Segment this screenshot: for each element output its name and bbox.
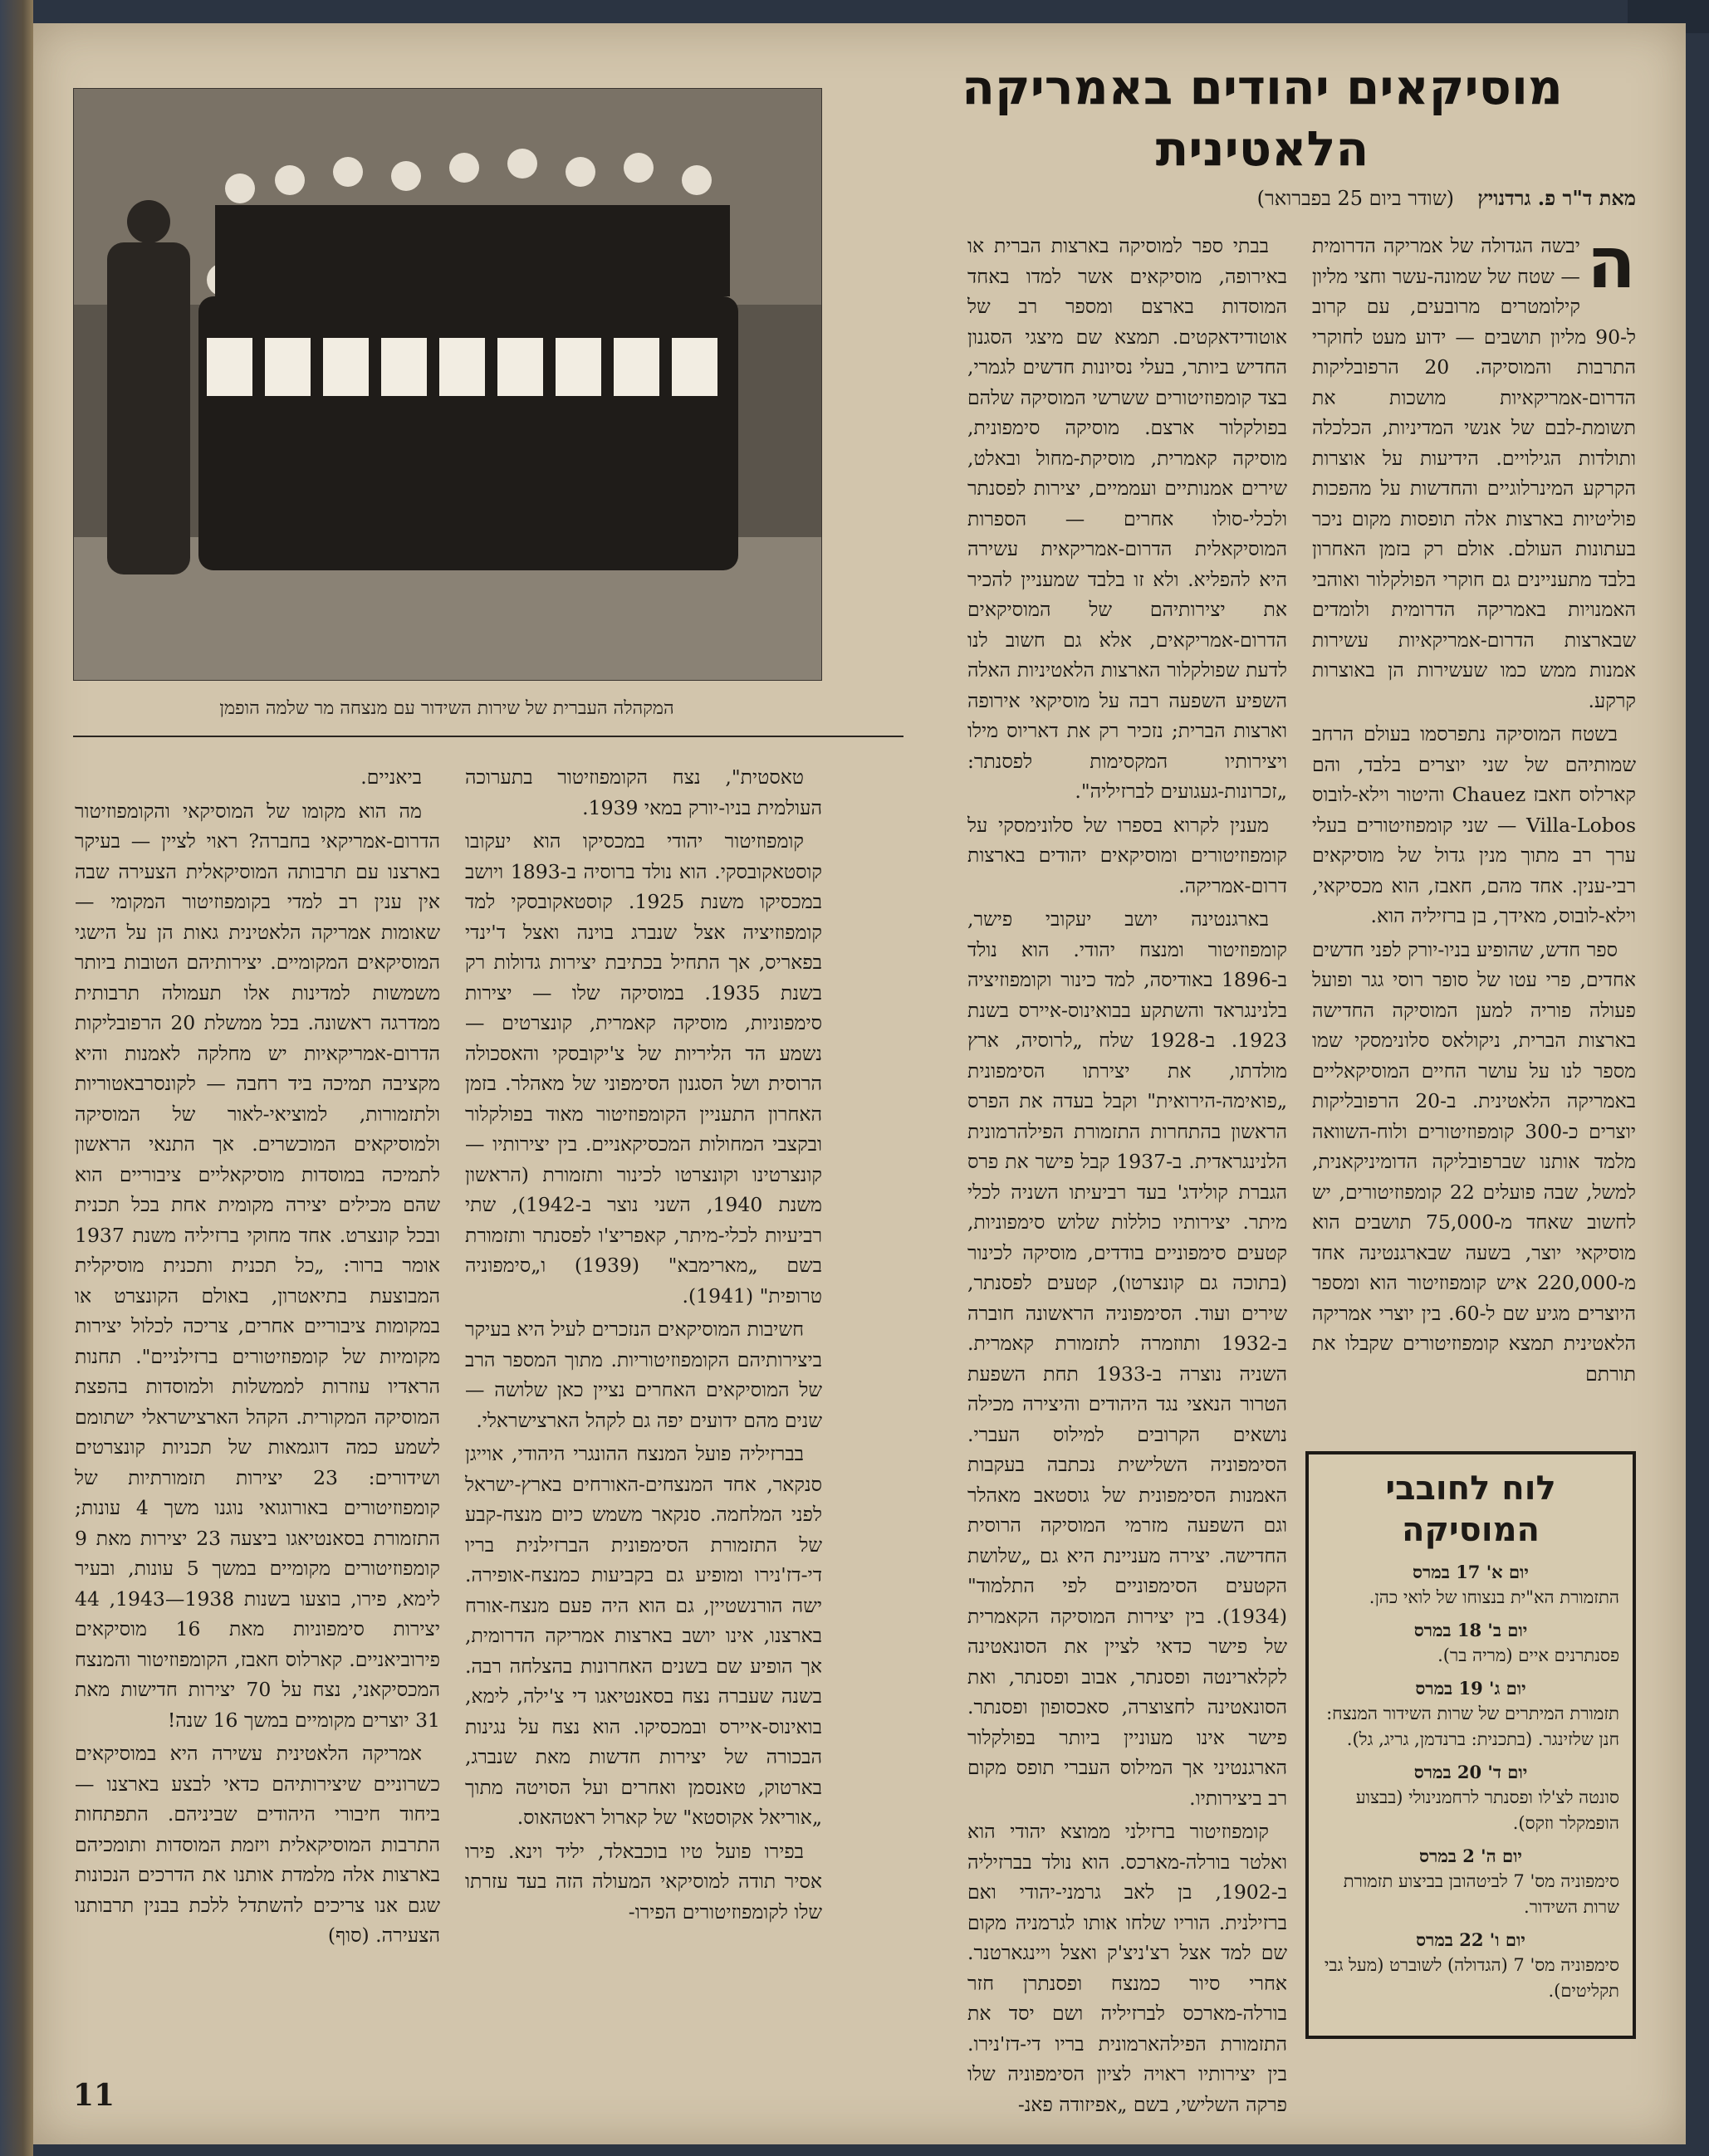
- paragraph: בברזיליה פועל המנצח ההונגרי היהודי, אוייגן סנקאר, אחד המנצחים-האורחים בארץ-ישראל לפני המלחמה. סנקאר משמש כיום מנצח-קבע של התזמורת הסימפונית הברזילנית בריו די-דז'נירו ומופיע גם בקביעות כמנצח-אופירה. ישה הורנשטיין, גם הוא היה פעם מנצח-אורח בארצנו, אינו יושב בארצות אמריקה הדרומית, אך הופיע שם בשנים האחרונות בהצלחה רבה. בשנה שעברה נצח בסאנטיאגו די צ'ילה, לימא, בואינוס-איירס ובמכסיקו. הוא נצח על נגינות הבכורה של יצירות חדשות מאת שנברג, בארטוק, טאנסמן ואחרים ועל הסויטה מתוך „אוריאל אקוסטא" של קארול ראטהאוס.: [465, 1442, 822, 1829]
- paragraph: חשיבות המוסיקאים הנזכרים לעיל היא בעיקר ביצירותיהם הקומפוזיטוריות. מתוך המספר הרב של המוסיקאים האחרים נציין כאן שלושה — שנים מהם ידועים יפה גם לקהל הארצישראלי.: [465, 1318, 822, 1432]
- drop-cap-letter: ה: [1586, 231, 1636, 305]
- event-item: [1322, 1675, 1619, 1753]
- choir-photo-image: [74, 89, 821, 680]
- event-item: [1322, 1759, 1619, 1836]
- article-column-3: [465, 762, 822, 2124]
- event-item: [1322, 1617, 1619, 1669]
- event-date: יום ד' 20 במרס: [1413, 1762, 1528, 1782]
- box-title: לוח לחובבי המוסיקה: [1385, 1469, 1556, 1549]
- article-headline: [889, 56, 1636, 179]
- event-date: יום א' 17 במרס: [1413, 1562, 1529, 1582]
- byline: [889, 186, 1636, 211]
- paragraph: טאסטית", נצח הקומפוזיטור בתערוכה העולמית בניו-יורק במאי 1939.: [465, 765, 822, 819]
- photo-caption: המקהלה העברית של שירות השידור עם מנצחה מר שלמה הופמן: [219, 698, 674, 719]
- paragraph: ספר חדש, שהופיע בניו-יורק לפני חדשים אחדים, פרי עטו של סופר רוסי גגר ופועל פעולה פוריה למען המוסיקה החדישה בארצות הברית, ניקולאס סלונימסקי שמו מספר לנו על עושר החיים המוסיקאליים באמריקה הלאטינית. ב-20 הרפובליקות יוצרים כ-300 קומפוזיטורים ולוח-השוואה מלמד אותנו שברפובליקה הדומיניקאנית, למשל, שבה פועלים 22 קומפוזיטורים, יש לחשוב שאחד מ-75,000 תושבים הוא מוסיקאי יוצר, בשעה שבארגנטינה אחד מ-220,000 איש קומפוזיטור הוא ומספר היוצרים מגיע שם ל-60. בין יוצרי אמריקה הלאטינית תמצא קומפוזיטורים שקבלו את תורתם: [1312, 937, 1636, 1386]
- divider-line: [73, 736, 903, 737]
- event-text: התזמורת הא"ית בנצוחו של לואי כהן.: [1369, 1587, 1619, 1607]
- paragraph: בשטח המוסיקה נתפרסמו בעולם הרחב שמותיהם של שני יוצרים בלבד, והם קארלוס חאבז Chauez והיטור וילא-לובוס Villa-Lobos — שני קומפוזיטורים בעלי ערך רב מתוך מנין גדול של מוסיקאים רבי-ענין. אחד מהם, חאבז, הוא מכסיקאי, וילא-לובוס, מאידך, בן ברזיליה הוא.: [1312, 722, 1636, 927]
- paragraph: בבתי ספר למוסיקה בארצות הברית או באירופה, מוסיקאים אשר למדו באחד המוסדות בארצם ומספר רב של אוטודידאקטים. תמצא שם מיצגי הסגנון החדיש ביותר, בעלי נסיונות חדשים לגמרי, בצד קומפוזיטורים ששרשי המוסיקה שלהם בפולקלור ארצם. מוסיקה סימפונית, מוסיקה קאמרית, מוסיקת-מחול ובאלט, שירים אמנותיים ועממיים, יצירות לפסנתר ולכלי-סולו אחרים — הספרות המוסיקאלית הדרום-אמריקאית עשירה היא להפליא. ולא זו בלבד שמעניין להכיר את יצירותיהם של המוסיקאים הדרום-אמריקאים, אלא גם חשוב לנו לדעת שפולקלור הארצות הלאטיניות האלה השפיע השפעה רבה על מוסיקאי אירופה וארצות הברית; נזכיר רק את דאריוס מילו ויצירותיו המקסימות לפסנתר: „זכרונות-געגועים לברזיליה".: [967, 234, 1287, 803]
- paragraph: בארגנטינה יושב יעקובי פישר, קומפוזיטור ומנצח יהודי. הוא נולד ב-1896 באודיסה, למד כינור וקומפוזיציה בלנינגראד והשתקע בבואינוס-איירס בשנת 1923. ב-1928 שלח „לרוסיה, ארץ מולדתו, את יצירתו הסימפונית „פואימה-הירואית" וקבל בעדה את הפרס הראשון בהתחרות התזמורת הפילהרמונית הלנינגראדית. ב-1937 קבל פישר את פרס הגברת קולידג' בעד רביעיתו השניה לכלי מיתר. יצירותיו כוללות שלוש סימפוניות, קטעים סימפוניים בודדים, מוסיקה לכינור (בתוכה גם קונצרטו), קטעים לפסנתר, שירים ועוד. הסימפוניה הראשונה חוברה ב-1932 ותוזמרה לתזמורת קאמרית. השניה נוצרה ב-1933 תחת השפעת הטרור הנאצי נגד היהודים והיצירה מכילה נושאים הקרובים למילוס העברי. הסימפוניה השלישית נכתבה בעקבות האמנות הסימפונית של גוסטאב מאהלר וגם השפעה מזרמי המוסיקה הרוסית החדישה. יצירה מעניינת היא גם „שלושת הקטעים הסימפוניים לפי התלמוד" (1934). בין יצירות המוסיקה הקאמרית של פישר כדאי לציין את הסונאטינה לקלארינטה ופסנתר, אבוב ופסנתר, ואת הסונאטינה לחצוצרה, סאכסופון ופסנתר. פישר אינו מעוניין ביותר בפולקלור הארגנטיני אך המילוס העברי תופס מקום רב ביצירותיו.: [967, 907, 1287, 1810]
- event-date: יום ג' 19 במרס: [1415, 1678, 1526, 1699]
- headline-line-2: הלאטינית: [1155, 120, 1369, 177]
- paragraph: אמריקה הלאטינית עשירה היא במוסיקאים כשרוניים שיצירותיהם כדאי לבצע בארצנו — ביחוד חיבורי היהודים שביניהם. התפתחות התרבות המוסיקאלית ויזמת המוסדות ותומכיהם בארצות אלה מלמדת אותנו את הדרכים הנכונות שגם אנו צריכים להשתדל ללכת בבנין תרבותנו הצעירה. (סוף): [75, 1742, 440, 1947]
- paragraph: מענין לקרוא בספרו של סלונימסקי על קומפוזיטורים ומוסיקאים יהודים בארצות דרום-אמריקה.: [967, 813, 1287, 897]
- article-column-1: [1312, 231, 1636, 1426]
- magazine-page: [33, 23, 1686, 2144]
- event-date: יום ה' 2 במרס: [1419, 1846, 1522, 1866]
- paragraph: ביאניים.: [360, 765, 422, 789]
- paragraph: קומפוזיטור יהודי במכסיקו הוא יעקובו קוסטאקובסקי. הוא נולד ברוסיה ב-1893 ויושב במכסיקו משנת 1925. קוסטאקובסקי למד קומפוזיציה אצל שנברג בוינה ואצל ד'ינדי בפאריס, אך התחיל בכתיבת יצירות גדולות רק בשנת 1935. במוסיקה שלו — יצירות סימפוניות, מוסיקה קאמרית, קונצרטים — נשמע הד הליריות של צ'יקובסקי והאסכולה הרוסית ושל הסגנון הסימפוני של מאהלר. בזמן האחרון התעניין הקומפוזיטור מאוד בפולקלור ובקצבי המחולות המכסיקאניים. בין יצירותיו — קונצרטינו וקונצרטו לכינור ותזמורת (הראשון משנת 1940, השני נוצר ב-1942), שתי רביעיות לכלי-מיתר, קאפריצ'ו לפסנתר ותזמורת בשם „מארימבא" (1939) ו„סימפוניה טרופית" (1941).: [465, 829, 822, 1308]
- event-text: סימפוניה מס' 7 (הגדולה) לשוברט (מעל גבי תקליטים).: [1324, 1955, 1619, 2001]
- binding-spine: [0, 0, 33, 2156]
- broadcast-note: (שודר ביום 25 בפברואר): [1256, 187, 1455, 210]
- choir-photo: [73, 88, 822, 681]
- event-item: [1322, 1927, 1619, 2004]
- event-text: סונטה לצ'לו ופסנתר לרחמנינולי (בבצוע הופמקלר וזקס).: [1355, 1787, 1619, 1833]
- paragraph: יבשה הגדולה של אמריקה הדרומית — שטח של שמונה-עשר וחצי מליון קילומטרים מרובעים, עם קרוב ל-90 מליון תושבים — ידוע מעט לחוקרי התרבות והמוסיקה. 20 הרפובליקות הדרום-אמריקאיות מושכות את תשומת-לבם של אנשי המדיניות, הכלכלה ותולדות הגילויים. הידיעות על אוצרות הקרקע המינרלוגיים והחדשות על מהפכות פוליטיות בארצות אלה תופסות מקום ניכר בעתונות העולם. אולם רק בזמן האחרון בלבד מתעניינים גם חוקרי הפולקלור ואוהבי האמנויות באמריקה הדרומית ולומדים שבארצות הדרום-אמריקאיות עשירות אמנות ממש כמו שעשירות הן באוצרות קרקע.: [1312, 234, 1636, 712]
- page-number: 11: [73, 2078, 115, 2113]
- article-column-4: [75, 762, 440, 2057]
- event-item: [1322, 1559, 1619, 1611]
- music-lovers-box: [1305, 1451, 1636, 2039]
- paragraph: מה הוא מקומו של המוסיקאי והקומפוזיטור הדרום-אמריקאי בחברה? ראוי לציין — בעיקר בארצנו עם תרבותה המוסיקאלית הצעירה שבה אין ענין רב למדי בקומפוזיטור המקומי — שאומות אמריקה הלאטינית גאות הן על הישגי המוסיקאים המקומיים. יצירותיהם הטובות ביותר משמשות למדינות אלו תעמולה תרבותית ממדרגה ראשונה. בכל ממשלת 20 הרפובליקות הדרום-אמריקאיות יש מחלקה לאמנות והיא מקציבה תמיכה ביד רחבה — לקונסרבאטוריות ולתזמורות, למוציאי-לאור של המוסיקה ולמוסיקאים המוכשרים. אך התנאי הראשון לתמיכה במוסדות מוסיקאליים ציבוריים הוא שהם מכילים יצירה מקומית אחת בכל תכנית ובכל קונצרט. אחד מחוקי ברזיליה משנת 1937 אומר ברור: „כל תכנית ותכנית מוסיקלית המבוצעת בתיאטרון, באולם הקונצרט או במקומות ציבוריים אחרים, צריכה לכלול יצירות מקומיות של קומפוזיטורים ברזילניים". תחנות הראדיו עוזרות לממשלות ולמוסדות בהפצת המוסיקה המקורית. הקהל הארצישראלי ישתומם לשמע כמה דוגמאות של תכניות קונצרטים ושידורים: 23 יצירות תזמורתיות של קומפוזיטורים באורוגואי נוגנו משך 4 עונות; התזמורת בסאנטיאגו ביצעה 23 יצירות מאת 9 קומפוזיטורים מקומיים במשך 5 עונות, ובעיר לימא, פירו, בוצעו בשנות 1938—1943, 44 יצירות סימפוניות מאת 16 מוסיקאים פירוביאניים. קארלוס חאבז, הקומפוזיטור והמנצח המכסיקאני, נצח על 70 יצירות חדישות מאת 31 יוצרים מקומיים במשך 16 שנה!: [75, 799, 440, 1732]
- event-text: תזמורת המיתרים של שרות השידור המנצח: חנן שלזינגר. (בתכנית: ברנדמן, גריג, גל).: [1326, 1704, 1619, 1749]
- event-date: יום ב' 18 במרס: [1413, 1620, 1528, 1640]
- event-date: יום ו' 22 במרס: [1416, 1929, 1525, 1950]
- event-item: [1322, 1843, 1619, 1920]
- paragraph: בפירו פועל טיו בוכבאלד, יליד וינא. פירו אסיר תודה למוסיקאי המעולה הזה בעד עזרתו שלו לקומפוזיטורים הפירו-: [465, 1839, 822, 1924]
- event-text: סימפוניה מס' 7 לביטהובן בביצוע תזמורת שרות השידור.: [1343, 1871, 1619, 1917]
- article-column-2: [967, 231, 1287, 2124]
- headline-line-1: מוסיקאים יהודים באמריקה: [962, 59, 1563, 115]
- event-text: פסנתרנים איים (מריה בר).: [1437, 1645, 1619, 1665]
- paragraph: קומפוזיטור ברזילני ממוצא יהודי הוא ואלטר בורלה-מארכס. הוא נולד בברזיליה ב-1902, בן לאב גרמני-יהודי ואם ברזילנית. הוריו שלחו אותו לגרמניה מקום שם למד אצל רצ'ניצ'ק ואצל ויינגארטנר. אחרי סיור כמנצח ופסנתרן חזר בורלה-מארכס לברזיליה ושם יסד את התזמורת הפילהארמונית בריו די-דז'נירו. בין יצירותיו ראויה לציון הסימפוניה שלו פרקה השלישי, בשם „אפיזודה פאנ-: [967, 1820, 1287, 2116]
- author: מאת ד"ר פ. גרדנויץ: [1477, 186, 1636, 210]
